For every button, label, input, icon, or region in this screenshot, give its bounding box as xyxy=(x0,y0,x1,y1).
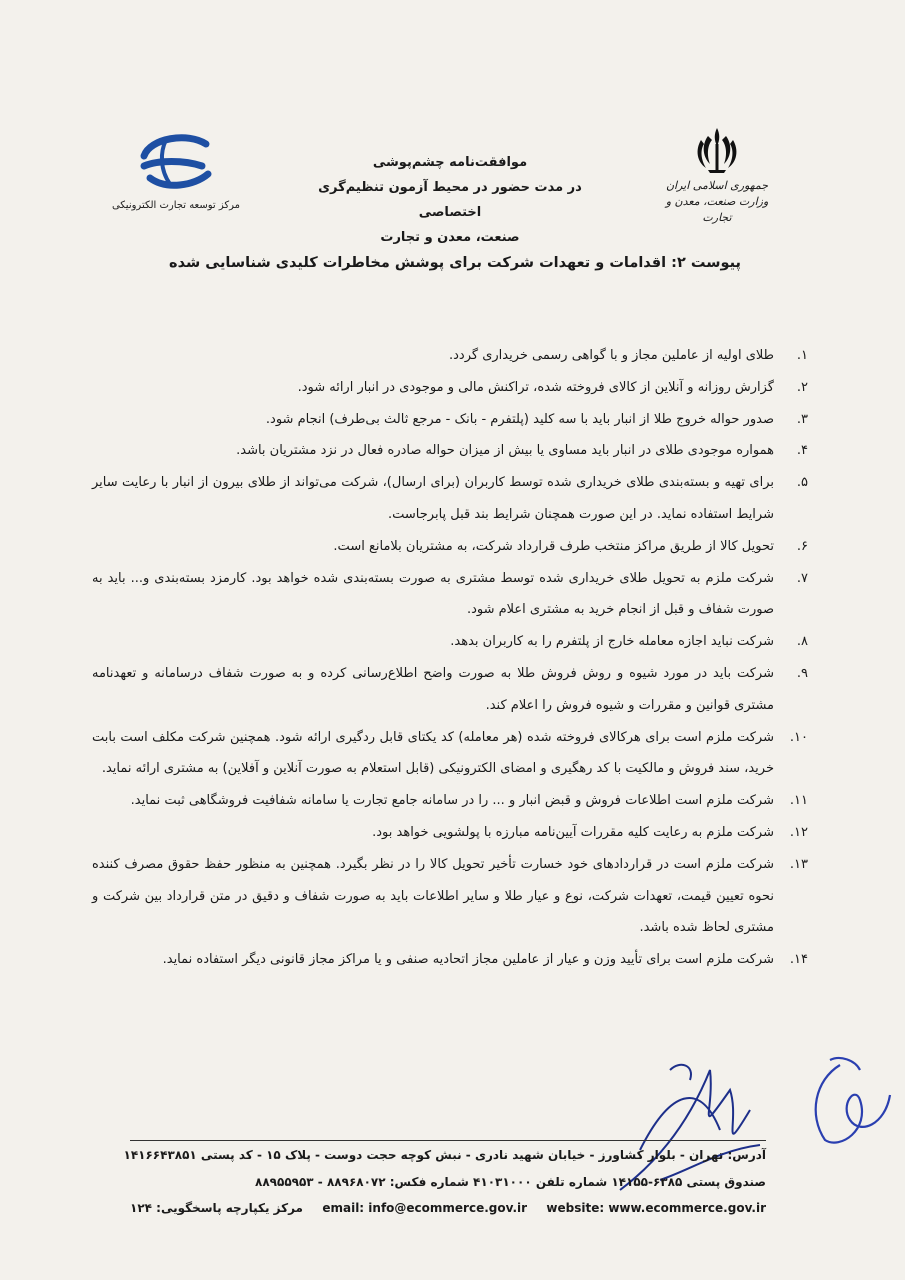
item-text: شرکت نباید اجازه معامله خارج از پلتفرم را به کاربران بدهد. xyxy=(450,634,774,650)
document-title xyxy=(290,150,610,250)
ministry-header xyxy=(657,124,777,226)
item-number: ۹. xyxy=(796,665,808,681)
item-number: ۷. xyxy=(796,570,808,586)
title-line-2: در مدت حضور در محیط آزمون تنظیم‌گری اختصاصی xyxy=(318,180,582,220)
footer-call-center: مرکز یکپارچه پاسخگویی: ۱۲۴ xyxy=(130,1201,303,1215)
item-text: شرکت ملزم است برای هرکالای فروخته شده (هر معامله) کد یکتای قابل ردگیری ارائه شود. همچنین شرکت مکلف است بابت خرید، سند فروش و مالکیت با کد رهگیری و امضای الکترونیکی (قابل استعلام به صورت آنلاین و آفلاین) به مشتری ارائه نماید. xyxy=(92,729,774,777)
item-text: برای تهیه و بسته‌بندی طلای خریداری شده توسط کاربران (برای ارسال)، شرکت می‌تواند از طلای بیرون از انبار با رعایت سایر شرایط استفاده نماید. در این صورت همچنان شرایط بند قبل پابرجاست. xyxy=(92,475,774,522)
list-item xyxy=(92,944,808,976)
item-number: ۴. xyxy=(796,443,808,459)
footer-contacts xyxy=(130,1201,766,1215)
item-text: شرکت باید در مورد شیوه و روش فروش طلا به صورت واضح اطلاع‌رسانی کرده و به صورت شفاف درسامانه و تعهدنامه مشتری قوانین و مقررات و شیوه فروش را اعلام کند. xyxy=(92,665,774,713)
footer-website[interactable]: website: www.ecommerce.gov.ir xyxy=(546,1201,766,1215)
footer-address: آدرس: تهران - بلوار کشاورز - خیابان شهید نادری - نبش کوچه حجت دوست - پلاک ۱۵ - کد پستی ۱۴۱۶۶۴۳۸۵۱ xyxy=(123,1148,766,1162)
item-number: ۲. xyxy=(796,379,808,395)
list-item xyxy=(92,404,808,436)
list-item xyxy=(92,626,808,658)
list-item xyxy=(92,722,808,786)
item-number: ۱۰. xyxy=(789,729,808,745)
list-item xyxy=(92,785,808,817)
item-text: تحویل کالا از طریق مراکز منتخب طرف قرارداد شرکت، به مشتریان بلامانع است. xyxy=(333,538,774,554)
ecommerce-center-header xyxy=(86,130,266,211)
item-text: شرکت ملزم است در قراردادهای خود خسارت تأخیر تحویل کالا را در نظر بگیرد. همچنین به منظور حفظ حقوق مصرف کننده نحوه تعیین قیمت، تعهدات شرکت، نوع و عیار طلا و سایر اطلاعات باید به صورت شفاف و دقیق در متن قرارداد بین شرکت و مشتری لحاظ شده باشد. xyxy=(92,856,774,936)
center-name: مرکز توسعه تجارت الکترونیکی xyxy=(111,200,241,211)
item-text: شرکت ملزم به رعایت کلیه مقررات آیین‌نامه مبارزه با پولشویی خواهد بود. xyxy=(372,824,774,840)
item-number: ۶. xyxy=(796,538,808,554)
item-text: شرکت ملزم به تحویل طلای خریداری شده توسط مشتری به صورت بسته‌بندی شده خواهد بود. کارمزد بسته‌بندی و... باید به صورت شفاف و قبل از انجام خرید به مشتری اعلام شود. xyxy=(92,570,774,618)
item-text: گزارش روزانه و آنلاین از کالای فروخته شده، تراکنش مالی و موجودی در انبار ارائه شود. xyxy=(297,379,774,395)
footer-divider xyxy=(130,1140,766,1141)
list-item xyxy=(92,531,808,563)
item-number: ۱۱. xyxy=(789,793,808,809)
item-text: شرکت ملزم است برای تأیید وزن و عیار از عاملین مجاز اتحادیه صنفی و یا مراکز مجاز قانونی دیگر استفاده نماید. xyxy=(162,952,774,968)
item-number: ۳. xyxy=(796,411,808,427)
ecommerce-center-logo-icon xyxy=(136,130,216,192)
commitments-list xyxy=(92,340,808,976)
list-item xyxy=(92,658,808,722)
list-item xyxy=(92,435,808,467)
list-item xyxy=(92,849,808,944)
ministry-line-2: وزارت صنعت، معدن و تجارت xyxy=(665,195,769,224)
item-number: ۸. xyxy=(796,634,808,650)
appendix-title: پیوست ۲: اقدامات و تعهدات شرکت برای پوشش مخاطرات کلیدی شناسایی شده xyxy=(169,255,741,271)
footer-email[interactable]: email: info@ecommerce.gov.ir xyxy=(322,1201,528,1215)
item-text: صدور حواله خروج طلا از انبار باید با سه کلید (پلتفرم - بانک - مرجع ثالث بی‌طرف) انجام شود. xyxy=(265,411,774,427)
item-text: شرکت ملزم است اطلاعات فروش و قبض انبار و ... را در سامانه جامع تجارت یا سامانه شفافیت فروشگاهی ثبت نماید. xyxy=(130,793,774,809)
item-number: ۱۴. xyxy=(789,952,808,968)
title-line-1: موافقت‌نامه چشم‌پوشی xyxy=(372,155,528,170)
list-item xyxy=(92,817,808,849)
item-number: ۱۲. xyxy=(789,824,808,840)
item-number: ۱۳. xyxy=(789,856,808,872)
list-item xyxy=(92,467,808,531)
item-number: ۱. xyxy=(796,348,808,363)
iran-emblem-icon xyxy=(694,124,740,174)
item-number: ۵. xyxy=(796,475,808,491)
signature-margin xyxy=(800,1055,900,1155)
list-item xyxy=(92,563,808,627)
ministry-line-1: جمهوری اسلامی ایران xyxy=(665,179,769,192)
item-text: همواره موجودی طلای در انبار باید مساوی یا بیش از میزان حواله صادره فعال در نزد مشتریان باشد. xyxy=(236,443,774,459)
footer-phone: صندوق پستی ۶۳۸۵-۱۴۱۵۵ شماره تلفن ۴۱۰۳۱۰۰۰ شماره فکس: ۸۸۹۶۸۰۷۲ - ۸۸۹۵۵۹۵۳ xyxy=(255,1175,766,1189)
list-item xyxy=(92,340,808,372)
title-line-3: صنعت، معدن و تجارت xyxy=(380,230,520,245)
list-item xyxy=(92,372,808,404)
item-text: طلای اولیه از عاملین مجاز و با گواهی رسمی خریداری گردد. xyxy=(448,348,774,363)
